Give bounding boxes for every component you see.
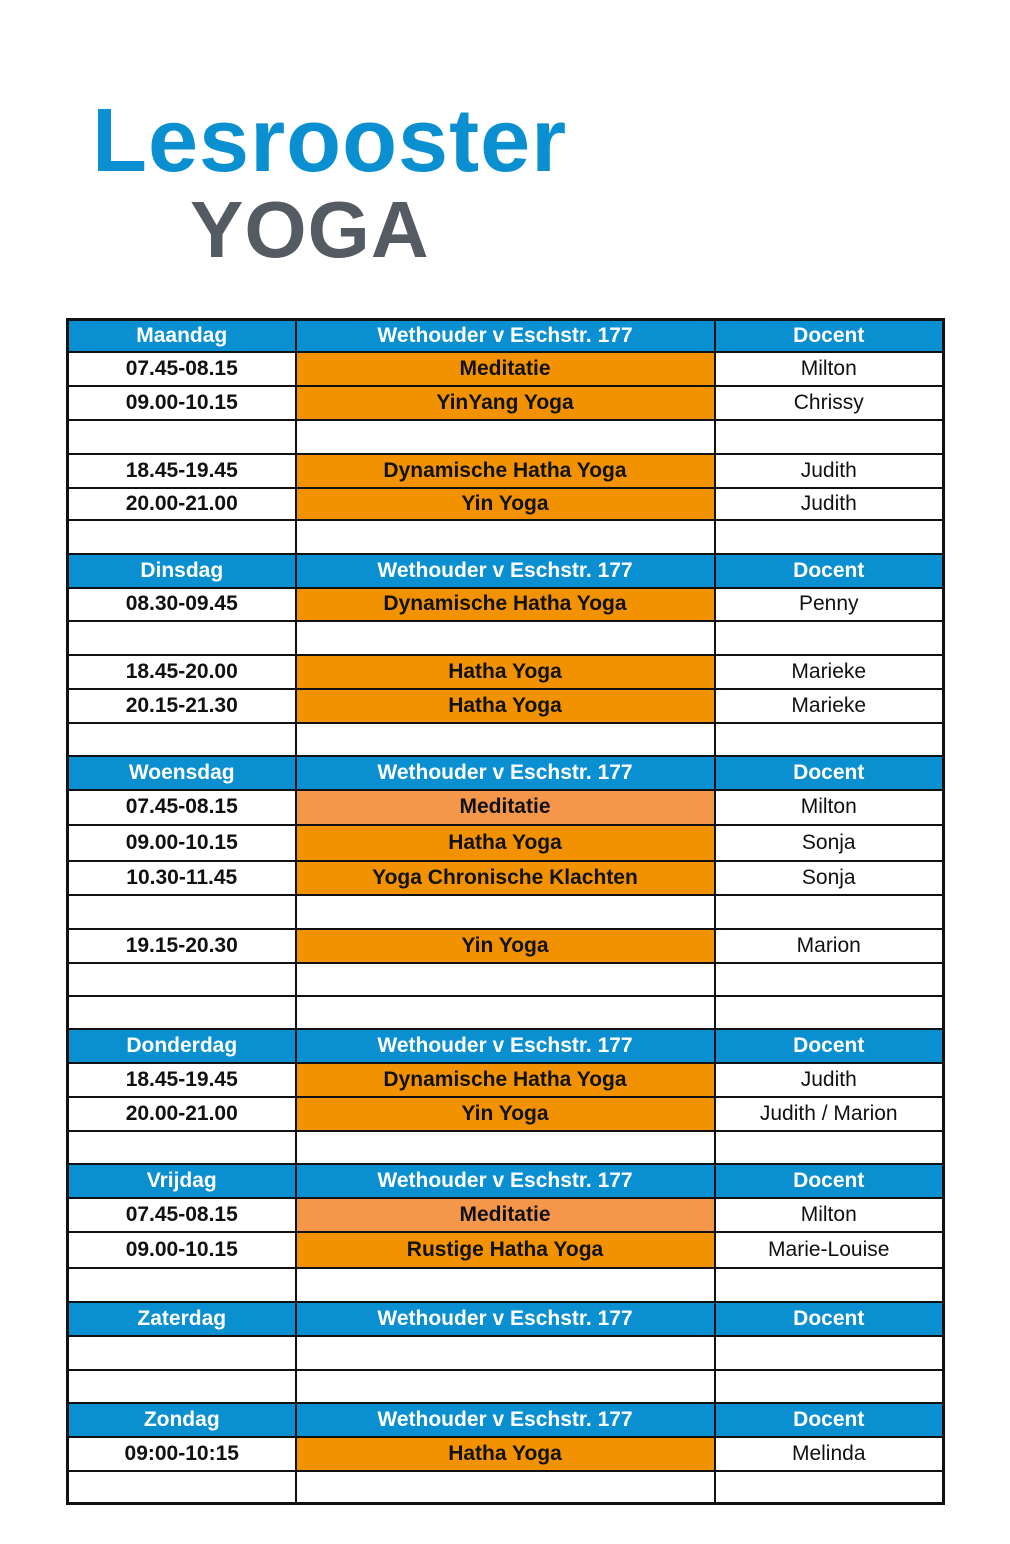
location-header: Wethouder v Eschstr. 177 bbox=[296, 1403, 715, 1437]
lesson-teacher: Judith / Marion bbox=[715, 1097, 944, 1131]
lesson-class bbox=[296, 723, 715, 756]
lesson-teacher bbox=[715, 1131, 944, 1164]
lesson-time bbox=[68, 1131, 296, 1164]
lesson-time bbox=[68, 1336, 296, 1370]
lesson-time: 08.30-09.45 bbox=[68, 588, 296, 621]
lesson-time bbox=[68, 895, 296, 929]
teacher-header: Docent bbox=[715, 1403, 944, 1437]
empty-row bbox=[68, 1131, 944, 1164]
lesson-row bbox=[68, 1232, 944, 1268]
lesson-class bbox=[296, 1471, 715, 1504]
lesson-class: Dynamische Hatha Yoga bbox=[296, 454, 715, 488]
lesson-class: Hatha Yoga bbox=[296, 655, 715, 689]
empty-row bbox=[68, 1268, 944, 1302]
lesson-teacher: Marieke bbox=[715, 655, 944, 689]
teacher-header: Docent bbox=[715, 1164, 944, 1198]
empty-row bbox=[68, 621, 944, 655]
lesson-teacher: Marie-Louise bbox=[715, 1232, 944, 1268]
lesson-teacher: Marieke bbox=[715, 689, 944, 723]
lesson-time: 18.45-19.45 bbox=[68, 1063, 296, 1097]
schedule-table bbox=[66, 318, 945, 1505]
day-name: Zaterdag bbox=[68, 1302, 296, 1336]
lesson-class bbox=[296, 621, 715, 655]
lesson-row bbox=[68, 1198, 944, 1232]
lesson-time bbox=[68, 996, 296, 1029]
lesson-class: Yin Yoga bbox=[296, 929, 715, 963]
lesson-time: 10.30-11.45 bbox=[68, 861, 296, 895]
lesson-time bbox=[68, 1471, 296, 1504]
day-name: Zondag bbox=[68, 1403, 296, 1437]
day-header-row bbox=[68, 756, 944, 790]
lesson-time: 19.15-20.30 bbox=[68, 929, 296, 963]
day-name: Woensdag bbox=[68, 756, 296, 790]
lesson-time: 07.45-08.15 bbox=[68, 1198, 296, 1232]
lesson-row bbox=[68, 352, 944, 386]
teacher-header: Docent bbox=[715, 1302, 944, 1336]
lesson-class bbox=[296, 1336, 715, 1370]
lesson-teacher bbox=[715, 895, 944, 929]
lesson-teacher bbox=[715, 1336, 944, 1370]
empty-row bbox=[68, 520, 944, 554]
lesson-class: Yin Yoga bbox=[296, 1097, 715, 1131]
empty-row bbox=[68, 1471, 944, 1504]
lesson-teacher bbox=[715, 520, 944, 554]
day-header-row bbox=[68, 1302, 944, 1336]
day-header-row bbox=[68, 554, 944, 588]
lesson-teacher: Sonja bbox=[715, 825, 944, 861]
day-name: Maandag bbox=[68, 320, 296, 352]
lesson-class: Dynamische Hatha Yoga bbox=[296, 588, 715, 621]
lesson-time: 20.00-21.00 bbox=[68, 488, 296, 520]
lesson-class bbox=[296, 420, 715, 454]
teacher-header: Docent bbox=[715, 756, 944, 790]
lesson-time: 20.00-21.00 bbox=[68, 1097, 296, 1131]
location-header: Wethouder v Eschstr. 177 bbox=[296, 554, 715, 588]
location-header: Wethouder v Eschstr. 177 bbox=[296, 1302, 715, 1336]
page-title: Lesrooster bbox=[92, 91, 568, 191]
lesson-time: 18.45-19.45 bbox=[68, 454, 296, 488]
lesson-teacher bbox=[715, 963, 944, 996]
empty-row bbox=[68, 1336, 944, 1370]
lesson-class bbox=[296, 1131, 715, 1164]
lesson-time: 09:00-10:15 bbox=[68, 1437, 296, 1471]
lesson-class bbox=[296, 895, 715, 929]
lesson-row bbox=[68, 386, 944, 420]
lesson-time bbox=[68, 1268, 296, 1302]
lesson-teacher bbox=[715, 996, 944, 1029]
lesson-teacher bbox=[715, 420, 944, 454]
lesson-time bbox=[68, 1370, 296, 1403]
lesson-time: 07.45-08.15 bbox=[68, 790, 296, 825]
lesson-row bbox=[68, 861, 944, 895]
lesson-row bbox=[68, 825, 944, 861]
lesson-teacher bbox=[715, 723, 944, 756]
lesson-time: 20.15-21.30 bbox=[68, 689, 296, 723]
lesson-time bbox=[68, 723, 296, 756]
lesson-row bbox=[68, 689, 944, 723]
lesson-class: Yin Yoga bbox=[296, 488, 715, 520]
location-header: Wethouder v Eschstr. 177 bbox=[296, 320, 715, 352]
day-header-row bbox=[68, 1029, 944, 1063]
lesson-row bbox=[68, 1063, 944, 1097]
lesson-teacher: Judith bbox=[715, 454, 944, 488]
lesson-class: Rustige Hatha Yoga bbox=[296, 1232, 715, 1268]
empty-row bbox=[68, 996, 944, 1029]
location-header: Wethouder v Eschstr. 177 bbox=[296, 756, 715, 790]
lesson-teacher: Marion bbox=[715, 929, 944, 963]
lesson-row bbox=[68, 1437, 944, 1471]
day-header-row bbox=[68, 1164, 944, 1198]
lesson-teacher: Milton bbox=[715, 1198, 944, 1232]
lesson-time: 09.00-10.15 bbox=[68, 825, 296, 861]
lesson-class bbox=[296, 963, 715, 996]
lesson-teacher: Milton bbox=[715, 352, 944, 386]
lesson-teacher: Sonja bbox=[715, 861, 944, 895]
empty-row bbox=[68, 1370, 944, 1403]
lesson-teacher bbox=[715, 1471, 944, 1504]
lesson-class bbox=[296, 520, 715, 554]
empty-row bbox=[68, 723, 944, 756]
lesson-row bbox=[68, 488, 944, 520]
empty-row bbox=[68, 895, 944, 929]
lesson-teacher: Melinda bbox=[715, 1437, 944, 1471]
lesson-row bbox=[68, 1097, 944, 1131]
lesson-teacher: Chrissy bbox=[715, 386, 944, 420]
empty-row bbox=[68, 420, 944, 454]
lesson-row bbox=[68, 655, 944, 689]
schedule-body bbox=[68, 320, 944, 1504]
lesson-time bbox=[68, 420, 296, 454]
page-subtitle: YOGA bbox=[190, 185, 430, 274]
lesson-teacher: Penny bbox=[715, 588, 944, 621]
empty-row bbox=[68, 963, 944, 996]
day-header-row bbox=[68, 320, 944, 352]
day-header-row bbox=[68, 1403, 944, 1437]
lesson-teacher bbox=[715, 621, 944, 655]
lesson-teacher: Judith bbox=[715, 1063, 944, 1097]
lesson-teacher bbox=[715, 1370, 944, 1403]
lesson-row bbox=[68, 790, 944, 825]
lesson-time bbox=[68, 520, 296, 554]
teacher-header: Docent bbox=[715, 554, 944, 588]
lesson-time: 09.00-10.15 bbox=[68, 386, 296, 420]
day-name: Dinsdag bbox=[68, 554, 296, 588]
lesson-teacher bbox=[715, 1268, 944, 1302]
location-header: Wethouder v Eschstr. 177 bbox=[296, 1029, 715, 1063]
teacher-header: Docent bbox=[715, 1029, 944, 1063]
lesson-teacher: Judith bbox=[715, 488, 944, 520]
lesson-class: Meditatie bbox=[296, 352, 715, 386]
lesson-class: YinYang Yoga bbox=[296, 386, 715, 420]
lesson-time: 18.45-20.00 bbox=[68, 655, 296, 689]
lesson-row bbox=[68, 588, 944, 621]
lesson-class: Yoga Chronische Klachten bbox=[296, 861, 715, 895]
lesson-class: Hatha Yoga bbox=[296, 1437, 715, 1471]
lesson-class: Meditatie bbox=[296, 790, 715, 825]
lesson-row bbox=[68, 454, 944, 488]
lesson-time: 07.45-08.15 bbox=[68, 352, 296, 386]
lesson-class: Hatha Yoga bbox=[296, 825, 715, 861]
day-name: Vrijdag bbox=[68, 1164, 296, 1198]
lesson-class: Dynamische Hatha Yoga bbox=[296, 1063, 715, 1097]
location-header: Wethouder v Eschstr. 177 bbox=[296, 1164, 715, 1198]
lesson-row bbox=[68, 929, 944, 963]
lesson-teacher: Milton bbox=[715, 790, 944, 825]
lesson-class: Hatha Yoga bbox=[296, 689, 715, 723]
day-name: Donderdag bbox=[68, 1029, 296, 1063]
lesson-class bbox=[296, 1370, 715, 1403]
lesson-time bbox=[68, 963, 296, 996]
teacher-header: Docent bbox=[715, 320, 944, 352]
lesson-class bbox=[296, 1268, 715, 1302]
lesson-time: 09.00-10.15 bbox=[68, 1232, 296, 1268]
lesson-class: Meditatie bbox=[296, 1198, 715, 1232]
lesson-class bbox=[296, 996, 715, 1029]
lesson-time bbox=[68, 621, 296, 655]
